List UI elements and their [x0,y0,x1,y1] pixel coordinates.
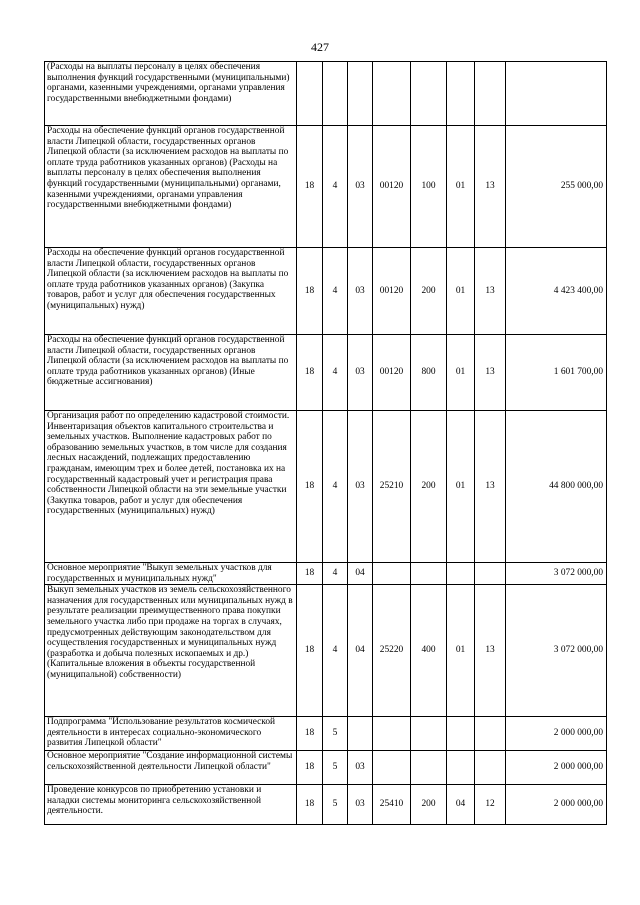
row-code-5 [411,751,447,785]
row-code-7: 13 [475,585,506,717]
row-code-6: 01 [447,335,475,411]
row-code-7 [475,62,506,126]
row-description: Основное мероприятие "Создание информационной системы сельскохозяйственной деятельности Липецкой области" [45,751,297,785]
row-code-3: 03 [348,126,373,248]
row-code-3: 03 [348,335,373,411]
row-description: Подпрограмма "Использование результатов космической деятельности в интересах социально-экономического развития Липецкой области" [45,717,297,751]
row-code-1: 18 [297,335,323,411]
row-code-2 [323,62,348,126]
row-code-1: 18 [297,126,323,248]
row-description: Расходы на обеспечение функций органов государственной власти Липецкой области, государственных органов Липецкой области (за исключением расходов на выплаты по оплате труда работников указанных органов) (Иные бюджетные ассигнования) [45,335,297,411]
row-code-5: 100 [411,126,447,248]
table-row [45,62,607,126]
row-code-5 [411,62,447,126]
table-row [45,585,607,717]
row-code-5: 200 [411,411,447,563]
row-code-6 [447,563,475,585]
row-code-2: 4 [323,585,348,717]
table-row [45,126,607,248]
row-code-3: 03 [348,785,373,825]
row-code-4: 00120 [373,126,411,248]
row-code-7: 13 [475,248,506,335]
row-amount: 2 000 000,00 [506,717,607,751]
row-code-6: 01 [447,585,475,717]
row-amount: 4 423 400,00 [506,248,607,335]
row-code-7: 12 [475,785,506,825]
table-row [45,411,607,563]
row-code-1: 18 [297,411,323,563]
row-code-4: 00120 [373,335,411,411]
row-code-7 [475,717,506,751]
row-code-6 [447,751,475,785]
row-description: (Расходы на выплаты персоналу в целях обеспечения выполнения функций государственными (муниципальными) органами, казенными учреждениями, органами управления государственными внебюджетными фондами) [45,62,297,126]
row-code-6: 01 [447,248,475,335]
row-amount: 255 000,00 [506,126,607,248]
table-row [45,248,607,335]
row-code-3: 03 [348,248,373,335]
row-code-3: 03 [348,751,373,785]
row-code-7 [475,563,506,585]
row-code-7: 13 [475,126,506,248]
row-description: Выкуп земельных участков из земель сельскохозяйственного назначения для государственных или муниципальных нужд в результате реализации преимущественного права покупки земельного участка либо при продаже на торгах в случаях, предусмотренных действующим законодательством для осуществления государственных и муниципальных нужд (разработка и добыча полезных ископаемых и др.) (Капитальные вложения в объекты государственной (муниципальной) собственности) [45,585,297,717]
table-body [45,62,607,825]
row-code-5: 800 [411,335,447,411]
row-code-4 [373,563,411,585]
budget-table [44,61,607,825]
row-code-3: 04 [348,585,373,717]
row-amount [506,62,607,126]
row-code-2: 5 [323,751,348,785]
table-row [45,335,607,411]
row-amount: 3 072 000,00 [506,585,607,717]
row-code-4: 25410 [373,785,411,825]
row-code-1: 18 [297,585,323,717]
row-code-1: 18 [297,248,323,335]
table-row [45,751,607,785]
row-code-5: 400 [411,585,447,717]
row-code-1: 18 [297,563,323,585]
row-amount: 2 000 000,00 [506,785,607,825]
row-amount: 3 072 000,00 [506,563,607,585]
table-row [45,785,607,825]
row-code-5: 200 [411,785,447,825]
row-code-4 [373,751,411,785]
row-amount: 2 000 000,00 [506,751,607,785]
row-code-5: 200 [411,248,447,335]
row-code-4 [373,62,411,126]
row-code-3 [348,62,373,126]
row-code-1 [297,62,323,126]
row-code-2: 4 [323,411,348,563]
row-code-1: 18 [297,717,323,751]
row-code-7: 13 [475,411,506,563]
row-code-6 [447,717,475,751]
row-code-1: 18 [297,785,323,825]
row-code-4: 25210 [373,411,411,563]
row-code-6: 01 [447,126,475,248]
row-code-1: 18 [297,751,323,785]
row-code-4 [373,717,411,751]
row-code-4: 00120 [373,248,411,335]
row-code-3: 04 [348,563,373,585]
row-code-5 [411,717,447,751]
row-code-2: 5 [323,717,348,751]
table-row [45,563,607,585]
row-amount: 44 800 000,00 [506,411,607,563]
row-code-6: 04 [447,785,475,825]
row-code-2: 4 [323,335,348,411]
row-description: Организация работ по определению кадастровой стоимости. Инвентаризация объектов капитального строительства и земельных участков. Выполнение кадастровых работ по образованию земельных участков, в том числе для создания лесных насаждений, подлежащих предоставлению гражданам, имеющим трех и более детей, постановка их на государственный кадастровый учет и регистрация права собственности Липецкой области на эти земельные участки (Закупка товаров, работ и услуг для обеспечения государственных (муниципальных) нужд) [45,411,297,563]
table-row [45,717,607,751]
row-code-6: 01 [447,411,475,563]
row-code-3: 03 [348,411,373,563]
row-description: Расходы на обеспечение функций органов государственной власти Липецкой области, государственных органов Липецкой области (за исключением расходов на выплаты по оплате труда работников указанных органов) (Закупка товаров, работ и услуг для обеспечения государственных (муниципальных) нужд) [45,248,297,335]
row-code-3 [348,717,373,751]
row-description: Расходы на обеспечение функций органов государственной власти Липецкой области, государственных органов Липецкой области (за исключением расходов на выплаты по оплате труда работников указанных органов) (Расходы на выплаты персоналу в целях обеспечения выполнения функций государственными (муниципальными) органами, казенными учреждениями, органами управления государственными внебюджетными фондами) [45,126,297,248]
row-code-7: 13 [475,335,506,411]
row-description: Основное мероприятие "Выкуп земельных участков для государственных и муниципальных нужд" [45,563,297,585]
row-code-2: 4 [323,126,348,248]
row-code-6 [447,62,475,126]
page-number: 427 [311,40,329,54]
row-code-5 [411,563,447,585]
row-code-2: 4 [323,248,348,335]
row-amount: 1 601 700,00 [506,335,607,411]
row-code-4: 25220 [373,585,411,717]
row-code-2: 4 [323,563,348,585]
row-description: Проведение конкурсов по приобретению установки и наладки системы мониторинга сельскохозяйственной деятельности. [45,785,297,825]
row-code-2: 5 [323,785,348,825]
row-code-7 [475,751,506,785]
